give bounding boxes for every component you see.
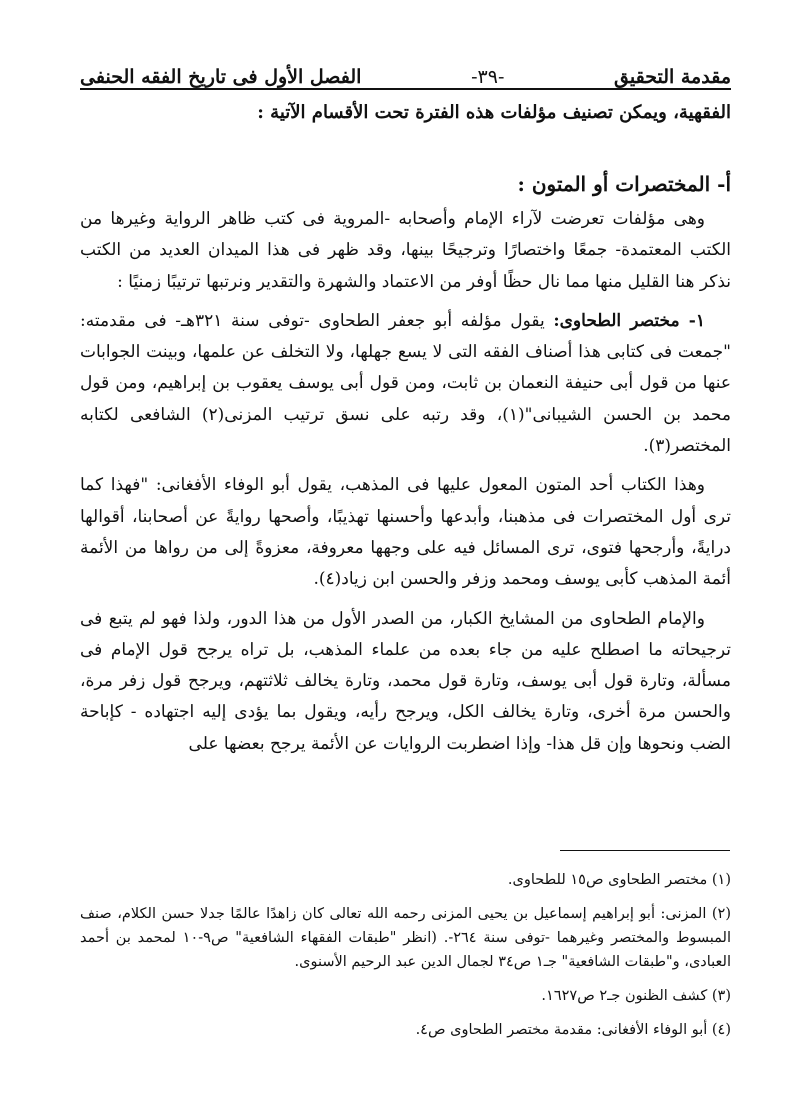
paragraph-2-lead: ١- مختصر الطحاوى: (553, 310, 705, 331)
footnote-1: (١) مختصر الطحاوى ص١٥ للطحاوى. (507, 872, 731, 888)
paragraph-2-text: يقول مؤلفه أبو جعفر الطحاوى -توفى سنة ٣٢١هـ- فى مقدمته: "جمعت فى كتابى هذا أصناف الفقه التى لا يسع جهلها، ولا التخلف عن علمها، وبينت الجوابات عنها من قول أبى حنيفة النعمان بن ثابت، ومن قول أبى يوسف يعقوب بن إبراهيم، ومن قول محمد بن الحسن الشيبانى"(١)، وقد رتبه على نسق ترتيب المزنى(٢) الشافعى لكتابه المختصر(٣). (80, 310, 731, 457)
page-number: -٣٩- (471, 66, 505, 88)
paragraph-4: والإمام الطحاوى من المشايخ الكبار، من الصدر الأول من هذا الدور، ولذا فهو لم يتبع فى ترجيحاته ما اصطلح عليه من جاء بعده من علماء المذهب، بل تراه يرجح قول الإمام فى مسألة، وتارة قول أبى يوسف، وتارة قول محمد، وتارة يخالف ثلاثتهم، ويرجح قول زفر مرة، والحسن مرة أخرى، وتارة يخالف الكل، ويرجح رأيه، ويقول بما يؤدى إليه اجتهاده - كإباحة الضب ونحوها وإن قل هذا- وإذا اضطربت الروايات عن الأئمة يرجح بعضها على (80, 608, 731, 754)
header-chapter-title: الفصل الأول فى تاريخ الفقه الحنفى (80, 66, 362, 88)
footnote-2: (٢) المزنى: أبو إبراهيم إسماعيل بن يحيى المزنى رحمه الله تعالى كان زاهدًا عالمًا جدلا حسن الكلام، صنف المبسوط والمختصر وغيرهما -توفى سنة ٢٦٤-. (انظر "طبقات الفقهاء الشافعية" ص٩-١٠ لمحمد بن أحمد العبادى، و"طبقات الشافعية" جـ١ ص٣٤ لجمال الدين عبد الرحيم الأسنوى. (80, 906, 731, 970)
intro-line: الفقهية، ويمكن تصنيف مؤلفات هذه الفترة تحت الأقسام الآتية : (257, 102, 731, 123)
running-header (80, 58, 731, 90)
footnote-separator (560, 850, 730, 851)
paragraph-1: وهى مؤلفات تعرضت لآراء الإمام وأصحابه -المروية فى كتب ظاهر الرواية وغيرها من الكتب المعتمدة- جمعًا واختصارًا وترجيحًا بينها، وقد ظهر فى هذا الميدان العديد من الكتب نذكر هنا القليل منها مما نال حظًا أوفر من الاعتماد والشهرة والتقدير ونرتبها ترتيبًا زمنيًا : (80, 209, 731, 292)
footnotes (80, 868, 731, 1052)
paragraph-2 (80, 306, 731, 462)
header-section-title: مقدمة التحقيق (614, 66, 731, 88)
paragraph-3: وهذا الكتاب أحد المتون المعول عليها فى المذهب، يقول أبو الوفاء الأفغانى: "فهذا كما ترى أول المختصرات فى مذهبنا، وأبدعها وأحسنها تهذيبًا، وأصحها روايةً عن أصحابنا، أقوالها درايةً، وأرجحها فتوى، ترى المسائل فيه على وجهها معروفة، معزوةً إلى من رواها من الأئمة أئمة المذهب كأبى يوسف ومحمد وزفر والحسن ابن زياد(٤). (80, 475, 731, 590)
footnote-3: (٣) كشف الظنون جـ٢ ص١٦٢٧. (541, 988, 731, 1004)
body-text (80, 204, 731, 768)
section-heading: أ- المختصرات أو المتون : (517, 172, 731, 196)
footnote-4: (٤) أبو الوفاء الأفغانى: مقدمة مختصر الطحاوى ص٤. (415, 1022, 731, 1038)
